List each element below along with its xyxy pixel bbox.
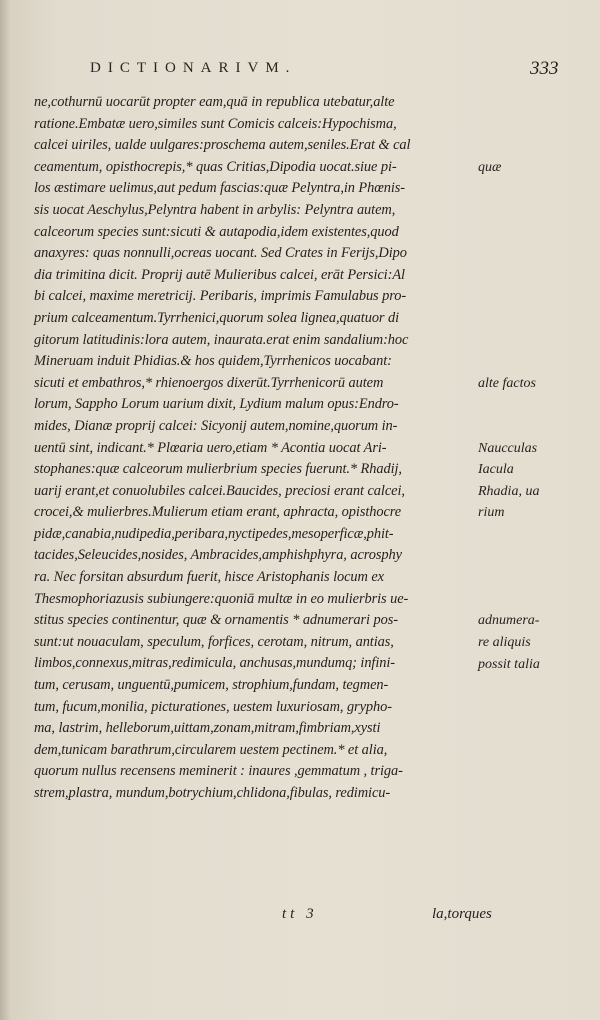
text-line: calcei uiriles, ualde uulgares:proschema autem,seniles.Erat & cal bbox=[34, 137, 411, 154]
text-line: ratione.Embatæ uero,similes sunt Comicis calceis:Hypochisma, bbox=[34, 115, 397, 132]
text-line: prium calceamentum.Tyrrhenici,quorum solea lignea,quatuor di bbox=[34, 309, 399, 326]
text-line: bi calcei, maxime meretricij. Peribaris, imprimis Famulabus pro- bbox=[34, 288, 407, 305]
catchword: la,torques bbox=[432, 906, 492, 922]
text-line: sunt:ut nouaculam, speculum, forfices, cerotam, nitrum, antias, bbox=[34, 633, 394, 650]
text-line: sicuti et embathros,* rhienoergos dixerūt.Tyrrhenicorū autem bbox=[34, 374, 384, 391]
text-line: dia trimitina dicit. Proprij autē Mulieribus calcei, erāt Persici:Al bbox=[34, 266, 405, 283]
text-line: Thesmophoriazusis subiungere:quoniā multæ in eo mulierbris ue- bbox=[34, 590, 409, 607]
text-line: Mineruam induit Phidias.& hos quidem,Tyrrhenicos uocabant: bbox=[34, 353, 392, 370]
text-line: ma, lastrim, helleborum,uittam,zonam,mitram,fimbriam,xysti bbox=[34, 720, 381, 737]
text-line: mides, Dianæ proprij calcei: Sicyonij autem,nomine,quorum in- bbox=[34, 417, 398, 434]
text-line: uarij erant,et conuolubiles calcei.Baucides, preciosi erant calcei, bbox=[34, 482, 405, 499]
text-line: los æstimare uelimus,aut pedum fascias:quæ Pelyntra,in Phœnis- bbox=[34, 180, 406, 197]
margin-note: re aliquis bbox=[478, 635, 531, 650]
text-line: lorum, Sappho Lorum uarium dixit, Lydium malum opus:Endro- bbox=[34, 396, 399, 413]
text-line: stitus species continentur, quæ & ornamentis * adnumerari pos- bbox=[34, 612, 398, 629]
page-number: 333 bbox=[530, 58, 559, 79]
margin-note: Iacula bbox=[478, 462, 514, 478]
text-line: ra. Nec forsitan absurdum fuerit, hisce Aristophanis locum ex bbox=[34, 569, 384, 586]
running-head: DICTIONARIVM. bbox=[90, 60, 297, 76]
text-line: pidæ,canabia,nudipedia,peribara,nyctipedes,mesoperficæ,phit- bbox=[34, 525, 394, 542]
margin-note: quæ bbox=[478, 159, 502, 175]
margin-note: Naucculas bbox=[478, 440, 538, 456]
text-line: tum, cerusam, unguentū,pumicem, strophium,fundam, tegmen- bbox=[34, 677, 389, 694]
text-line: gitorum latitudinis:lora autem, inaurata.erat enim sandalium:hoc bbox=[34, 331, 409, 348]
page-header bbox=[0, 60, 600, 80]
signature-mark: tt 3 bbox=[282, 906, 318, 922]
text-line: uentū sint, indicant.* Plœaria uero,etiam * Acontia uocat Ari- bbox=[34, 439, 387, 456]
margin-note: alte factos bbox=[478, 375, 536, 391]
page-footer bbox=[0, 906, 600, 930]
text-line: sis uocat Aeschylus,Pelyntra habent in arbylis: Pelyntra autem, bbox=[34, 201, 396, 218]
text-line: anaxyres: quas nonnulli,ocreas uocant. Sed Crates in Ferijs,Dipo bbox=[34, 245, 407, 262]
text-line: dem,tunicam barathrum,circularem uestem pectinem.* et alia, bbox=[34, 741, 388, 758]
text-line: quorum nullus recensens meminerit : inaures ,gemmatum , triga- bbox=[34, 763, 403, 780]
page-gutter bbox=[0, 0, 10, 1020]
text-line: ne,cothurnū uocarūt propter eam,quā in republica utebatur,alte bbox=[34, 94, 395, 110]
main-text-block bbox=[34, 92, 479, 805]
text-line: stophanes:quæ calceorum mulierbrium species fuerunt.* Rhadij, bbox=[34, 461, 402, 478]
margin-note: rium bbox=[478, 505, 505, 521]
text-line: tum, fucum,monilia, picturationes, uestem luxuriosam, grypho- bbox=[34, 698, 392, 715]
margin-note: Rhadia, ua bbox=[478, 483, 540, 499]
text-line: limbos,connexus,mitras,redimicula, anchusas,mundumq; infini- bbox=[34, 655, 395, 672]
text-line: crocei,& mulierbres.Mulierum etiam erant, aphracta, opisthocre bbox=[34, 504, 402, 521]
margin-note: possit talia bbox=[478, 656, 540, 672]
text-line: strem,plastra, mundum,botrychium,chlidona,fibulas, redimicu- bbox=[34, 785, 391, 801]
margin-note: adnumera- bbox=[478, 613, 540, 629]
text-line: tacides,Seleucides,nosides, Ambracides,amphishphyra, acrosphy bbox=[34, 547, 402, 564]
text-line: calceorum species sunt:sicuti & autapodia,idem existentes,quod bbox=[34, 223, 399, 240]
text-line: ceamentum, opisthocrepis,* quas Critias,Dipodia uocat.siue pi- bbox=[34, 158, 397, 175]
